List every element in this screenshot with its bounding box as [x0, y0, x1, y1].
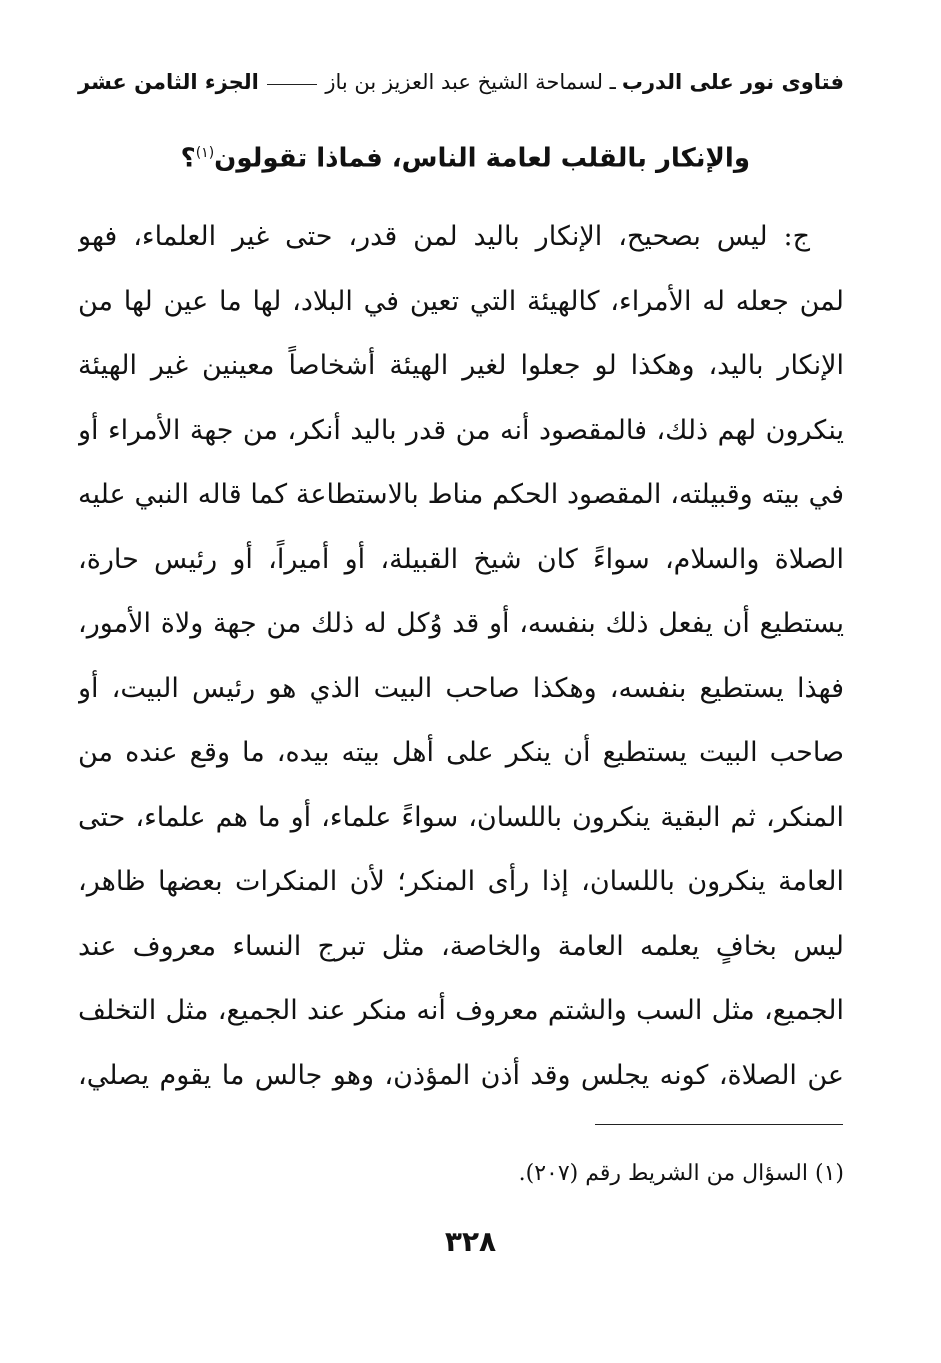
footnote: (١) السؤال من الشريط رقم (٢٠٧). — [518, 1161, 844, 1186]
body-line: ينكرون لهم ذلك، فالمقصود أنه من قدر باليد أنكر، من جهة الأمراء أو — [78, 414, 844, 446]
page-number: ٣٢٨ — [444, 1225, 497, 1258]
book-title: فتاوى نور على الدرب — [621, 70, 844, 94]
running-header — [78, 62, 844, 102]
body-line: العامة ينكرون باللسان، إذا رأى المنكر؛ لأن المنكرات بعضها ظاهر، — [78, 866, 844, 897]
body-line: فهذا يستطيع بنفسه، وهكذا صاحب البيت الذي هو رئيس البيت، أو — [78, 672, 844, 704]
body-line: يستطيع أن يفعل ذلك بنفسه، أو قد وُكل له ذلك من جهة ولاة الأمور، — [78, 608, 844, 639]
body-line: لمن جعله له الأمراء، كالهيئة التي تعين في البلاد، لها ما عين لها من — [78, 285, 844, 317]
body-line: عن الصلاة، كونه يجلس وقد أذن المؤذن، وهو جالس ما يقوم يصلي، — [78, 1059, 844, 1091]
answer-body — [78, 205, 844, 1108]
question-text: والإنكار بالقلب لعامة الناس، فماذا تقولون — [214, 143, 750, 174]
body-line: المنكر، ثم البقية ينكرون باللسان، سواءً علماء، أو ما هم علماء، حتى — [78, 801, 844, 833]
volume-part: الجزء الثامن عشر — [78, 70, 259, 94]
header-rule — [267, 84, 318, 85]
footnote-separator — [595, 1124, 843, 1125]
body-line: ليس بخافٍ يعلمه العامة والخاصة، مثل تبرج النساء معروف عند — [78, 930, 844, 962]
author-name: ـ لسماحة الشيخ عبد العزيز بن باز — [325, 70, 616, 94]
question-mark: ؟ — [180, 143, 196, 174]
body-line: الإنكار باليد، وهكذا لو جعلوا لغير الهيئة أشخاصاً معينين غير الهيئة — [78, 350, 844, 381]
footnote-reference: (١) — [195, 145, 215, 161]
body-line: الصلاة والسلام، سواءً كان شيخ القبيلة، أو أميراً، أو رئيس حارة، — [78, 543, 844, 575]
body-line: في بيته وقبيلته، المقصود الحكم مناط بالاستطاعة كما قاله النبي عليه — [78, 479, 844, 510]
question-heading — [78, 130, 750, 182]
body-line: الجميع، مثل السب والشتم معروف أنه منكر عند الجميع، مثل التخلف — [78, 995, 844, 1026]
body-line: صاحب البيت يستطيع أن ينكر على أهل بيته بيده، ما وقع عنده من — [78, 737, 844, 768]
body-line: ج: ليس بصحيح، الإنكار باليد لمن قدر، حتى غير العلماء، فهو — [78, 221, 810, 252]
